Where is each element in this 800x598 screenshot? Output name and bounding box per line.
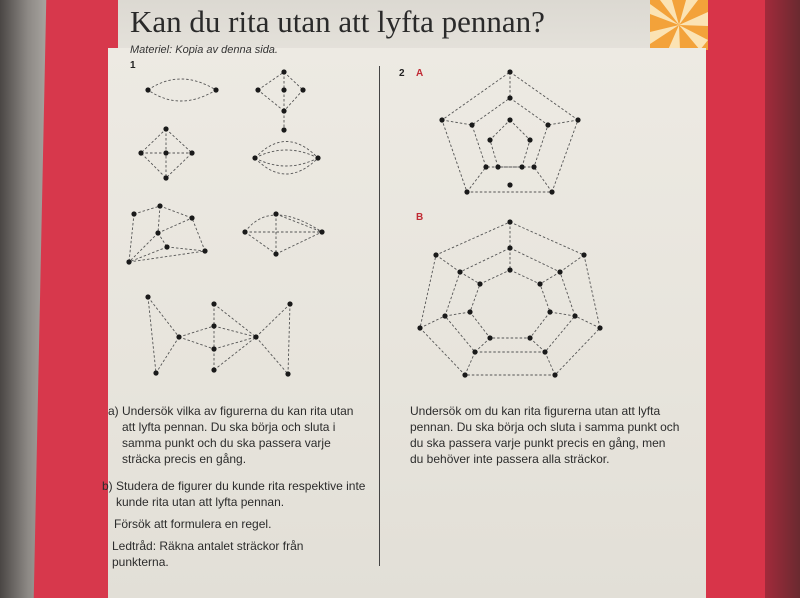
materials-note: Materiel: Kopia av denna sida. — [130, 44, 278, 56]
exercise-1a-text: a) Undersök vilka av figurerna du kan rita utan att lyfta pennan. Du ska börja och sluta i samma punkt och du ska passera varje sträcka precis en gång. — [108, 404, 354, 466]
exercise-1c-text: Försök att formulera en regel. — [114, 517, 272, 531]
exercise-1d-text: Ledtråd: Räkna antalet sträckor från punkterna. — [112, 539, 304, 569]
exercise-1b-text: b) Studera de figurer du kunde rita respektive inte kunde rita utan att lyfta pennan. — [102, 479, 366, 509]
exercise-1-number: 1 — [130, 60, 136, 71]
figure-1-tent — [126, 203, 207, 264]
figure-2a-pentagon — [439, 69, 580, 194]
figure-1-fan — [242, 211, 324, 256]
exercise-2-number: 2 — [399, 68, 405, 79]
figure-1-kite — [255, 69, 305, 132]
figure-b-label: B — [416, 212, 424, 223]
figure-1-lens — [145, 79, 218, 101]
figure-1-bowtie — [145, 294, 292, 376]
page-title: Kan du rita utan att lyfta pennan? — [130, 4, 545, 39]
figure-1-diamond — [138, 126, 194, 180]
exercise-2-text: Undersök om du kan rita figurerna utan att lyfta pennan. Du ska börja och sluta i samma punkt och du ska passera varje punkt precis en gång, men du behöver inte passera alla sträckor. — [410, 404, 680, 466]
figure-1-arcs — [252, 142, 320, 175]
figure-a-label: A — [416, 68, 424, 79]
figure-2b-heptagon — [417, 219, 602, 377]
